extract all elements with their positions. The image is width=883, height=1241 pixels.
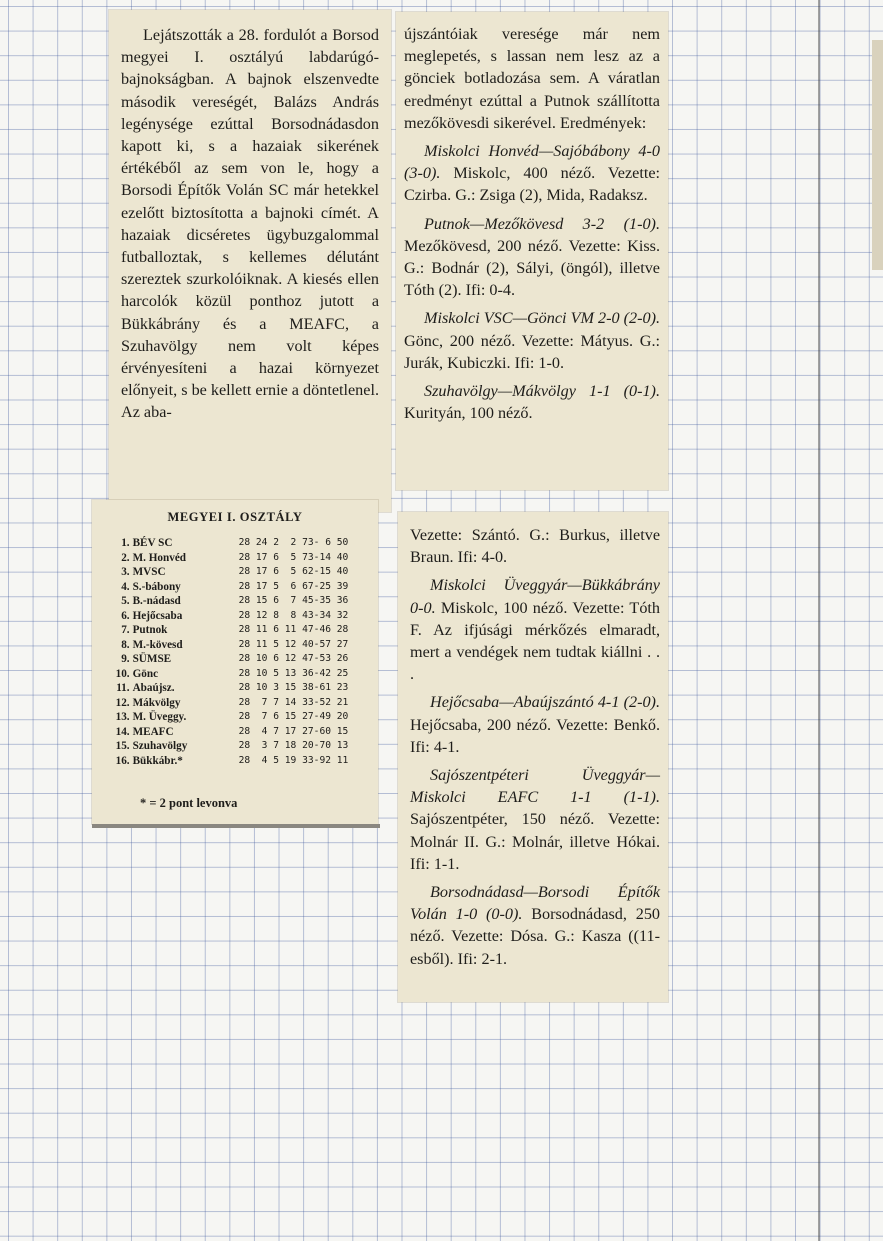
table-row: [112, 536, 374, 551]
standing-stats: 28 10 6 12 47-53 26: [238, 653, 349, 664]
table-row: [112, 681, 374, 696]
table-row: [112, 667, 374, 682]
standing-position: 5.: [121, 595, 130, 607]
standing-position: 3.: [121, 566, 130, 578]
standing-stats: 28 10 5 13 36-42 25: [238, 667, 349, 679]
article-intro: újszántóiak veresége már nem meglepetés, s lassan nem lesz az a gönciek botladozása sem. A váratlan eredményt ezúttal a Putnok szállította mezőkövesdi sikerével. Eredmények:: [404, 25, 660, 132]
match-result: [404, 140, 660, 207]
match-result: [404, 380, 660, 424]
standing-stats: 28 4 7 17 27-60 15: [238, 725, 349, 737]
article-paragraph: Lejátszották a 28. fordulót a Borsod megyei I. osztályú labdarúgó-bajnokságban. A bajnok elszenvedte második vereségét, Balázs András legénysége ezúttal Borsodnádasdon kapott ki, s a hazaiak sikerének értékéből az sem von le, hogy a Borsodi Építők Volán SC már hetekkel ezelőtt biztosította a bajnoki címét. A hazaiak dicséretes ügybuzgalommal futballoztak, s kellemes délutánt szereztek szurkolóiknak. A kiesés ellen harcolók közül ponthoz jutott a Bükkábrány és a MEAFC, a Szuhavölgy nem volt képes érvényesíteni a hazai környezet előnyeit, s be kellett ernie a döntetlenel. Az aba-: [121, 26, 380, 422]
standing-team: MEAFC: [132, 725, 174, 738]
table-row: [112, 594, 374, 609]
table-row: [112, 580, 374, 595]
table-row: [112, 739, 374, 754]
match-title: Miskolci Honvéd—Sajóbábony 4-0 (3-0).: [404, 142, 660, 183]
notebook-margin-line: [818, 0, 820, 1241]
table-row: [112, 638, 374, 653]
standing-team: Hejőcsaba: [132, 609, 183, 622]
match-result: [410, 691, 660, 758]
article-left-text: [121, 24, 379, 424]
paper-scrap-edge: [872, 40, 883, 270]
standing-stats: 28 15 6 7 45-35 36: [238, 595, 349, 606]
standing-position: 10.: [115, 667, 130, 680]
match-details: Miskolc, 100 néző. Vezette: Tóth F. Az ifjúsági mérkőzés elmaradt, mert a vendégek nem tudtak kiállni . . .: [410, 598, 661, 684]
match-details: Miskolc, 400 néző. Vezette: Czirba. G.: Zsiga (2), Mida, Radaksz.: [404, 164, 661, 205]
standing-position: 7.: [121, 624, 130, 636]
match-details: Sajószentpéter, 150 néző. Vezette: Molnár II. G.: Molnár, illetve Hókai. Ifi: 1-1.: [410, 810, 660, 873]
table-row: [112, 565, 374, 580]
match-details: Mezőkövesd, 200 néző. Vezette: Kiss. G.: Bodnár (2), Sályi, (öngól), illetve Tóth (2). Ifi: 0-4.: [404, 236, 660, 300]
standing-team: BÉV SC: [132, 537, 173, 549]
standing-team: SÜMSE: [132, 653, 172, 665]
clipping-article-left: [109, 10, 391, 512]
match-result: [410, 574, 660, 685]
standing-position: 1.: [121, 537, 130, 549]
standing-team: MVSC: [132, 566, 166, 578]
table-row: [112, 652, 374, 667]
standing-team: Abaújsz.: [132, 682, 175, 694]
standing-team: M. Üveggy.: [132, 711, 187, 723]
standing-stats: 28 11 6 11 47-46 28: [238, 624, 349, 635]
standing-team: S.-bábony: [132, 580, 181, 593]
standing-position: 9.: [121, 653, 130, 665]
match-title: Borsodnádasd—Borsodi Építők Volán 1-0 (0-0).: [410, 883, 660, 924]
table-row: [112, 754, 374, 769]
standing-stats: 28 17 5 6 67-25 39: [238, 580, 349, 592]
standing-stats: 28 7 6 15 27-49 20: [238, 711, 349, 722]
match-result: [410, 764, 660, 875]
table-footnote: * = 2 pont levonva: [140, 796, 238, 810]
match-continued: Vezette: Szántó. G.: Burkus, illetve Braun. Ifi: 4-0.: [410, 526, 660, 567]
standing-stats: 28 17 6 5 62-15 40: [238, 566, 349, 577]
match-result: [404, 213, 660, 302]
clipping-shadow-edge: [92, 824, 380, 828]
standing-stats: 28 12 8 8 43-34 32: [238, 609, 349, 621]
match-title: Hejőcsaba—Abaújszántó 4-1 (2-0).: [430, 693, 660, 712]
standing-stats: 28 11 5 12 40-57 27: [238, 638, 349, 650]
standing-team: Gönc: [132, 667, 159, 680]
match-title: Putnok—Mezőkövesd 3-2 (1-0).: [424, 214, 660, 233]
match-title: Sajószentpéteri Üveggyár—Miskolci EAFC 1-1 (1-1).: [410, 766, 660, 807]
clipping-results-top: [396, 12, 668, 490]
standing-team: Putnok: [132, 624, 168, 636]
match-title: Miskolci VSC—Gönci VM 2-0 (2-0).: [424, 309, 661, 328]
match-details: Hejőcsaba, 200 néző. Vezette: Benkő. Ifi: 4-1.: [410, 715, 660, 756]
table-row: [112, 609, 374, 624]
standing-position: 4.: [121, 580, 130, 593]
standing-team: B.-nádasd: [132, 595, 181, 607]
table-row: [112, 725, 374, 740]
standing-stats: 28 24 2 2 73- 6 50: [238, 537, 349, 548]
standing-position: 14.: [115, 725, 130, 738]
match-result: [410, 881, 660, 970]
standing-position: 12.: [115, 696, 130, 709]
standing-stats: 28 7 7 14 33-52 21: [238, 696, 349, 708]
match-details: Gönc, 200 néző. Vezette: Mátyus. G.: Jurák, Kubiczki. Ifi: 1-0.: [404, 331, 660, 372]
clipping-results-bottom: [398, 512, 668, 1002]
table-row: [112, 696, 374, 711]
clipping-standings-table: [92, 500, 378, 824]
match-title: Szuhavölgy—Mákvölgy 1-1 (0-1).: [424, 382, 660, 401]
standing-team: Mákvölgy: [132, 696, 181, 709]
standing-team: Bükkábr.*: [132, 754, 183, 767]
standing-position: 15.: [115, 740, 130, 752]
article-results-continued: [410, 524, 660, 970]
standing-position: 13.: [115, 711, 130, 723]
standing-team: M. Honvéd: [132, 551, 187, 564]
standing-stats: 28 4 5 19 33-92 11: [238, 754, 349, 766]
match-details: Borsodnádasd, 250 néző. Vezette: Dósa. G.: Kasza ((11-esből). Ifi: 2-1.: [410, 905, 661, 968]
match-result: [404, 307, 660, 374]
standings-table: [112, 536, 374, 768]
standing-position: 6.: [121, 609, 130, 622]
standing-position: 8.: [121, 638, 130, 651]
standing-stats: 28 3 7 18 20-70 13: [238, 740, 349, 751]
table-title: MEGYEI I. OSZTÁLY: [167, 510, 303, 524]
standing-position: 11.: [116, 682, 130, 694]
standings-body: [112, 536, 374, 768]
match-details: Kurityán, 100 néző.: [404, 404, 533, 423]
standing-stats: 28 17 6 5 73-14 40: [238, 551, 349, 563]
table-row: [112, 623, 374, 638]
standing-position: 16.: [115, 754, 130, 767]
table-row: [112, 710, 374, 725]
match-title: Miskolci Üveggyár—Bükkábrány 0-0.: [410, 576, 660, 617]
standing-position: 2.: [121, 551, 130, 564]
table-row: [112, 551, 374, 566]
article-right-text: [404, 23, 660, 424]
standing-stats: 28 10 3 15 38-61 23: [238, 682, 349, 693]
standing-team: Szuhavölgy: [132, 740, 188, 752]
standing-team: M.-kövesd: [132, 638, 183, 651]
